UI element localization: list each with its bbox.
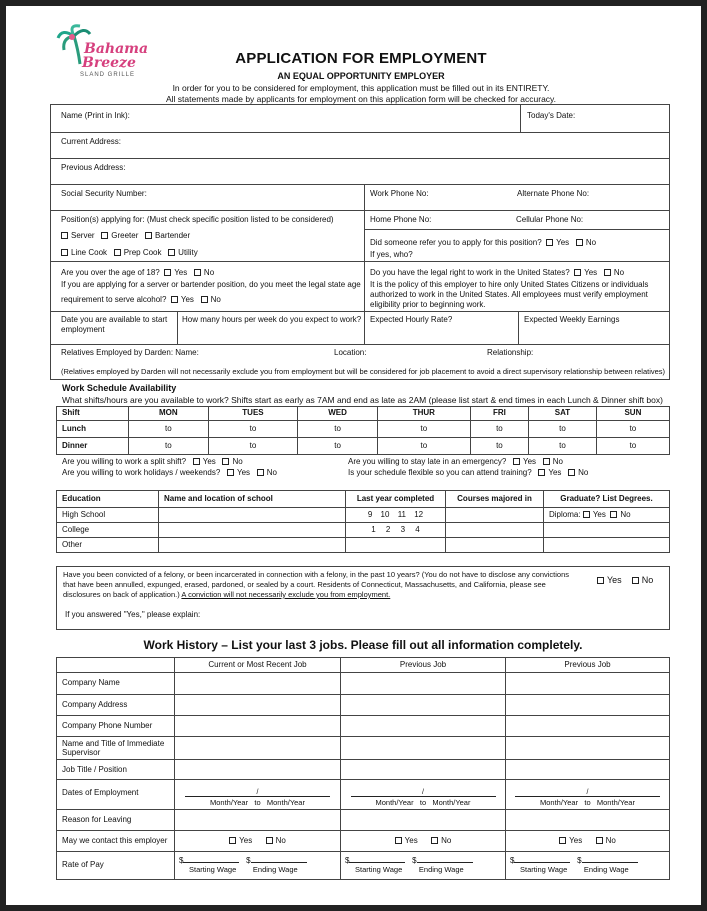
dates-cell[interactable]: / Month/Year to Month/Year xyxy=(341,780,506,810)
blank-header xyxy=(57,658,175,673)
year-option[interactable]: 11 xyxy=(397,510,406,519)
felony-options xyxy=(597,575,653,585)
positions-label: Position(s) applying for: (Must check specific position listed to be considered) xyxy=(61,215,334,224)
legal-yes-checkbox[interactable] xyxy=(574,269,581,276)
personal-info-section xyxy=(50,104,670,380)
server-age-question xyxy=(61,295,221,304)
if-yes-who[interactable]: If yes, who? xyxy=(370,250,413,259)
company-phone-cell[interactable] xyxy=(175,716,341,737)
year-option[interactable]: 4 xyxy=(415,525,420,534)
starting-wage-label: Starting Wage xyxy=(355,865,403,874)
dollar-sign: $ xyxy=(577,856,582,865)
positions-row-2 xyxy=(61,248,198,257)
diploma-cell xyxy=(544,508,670,523)
yes-label: Yes xyxy=(180,295,194,304)
cell-phone-field[interactable]: Cellular Phone No: xyxy=(516,215,584,224)
relatives-relationship-field[interactable]: Relationship: xyxy=(487,348,534,357)
dollar-sign: $ xyxy=(179,856,184,865)
dollar-sign: $ xyxy=(345,856,350,865)
rate-cell[interactable] xyxy=(506,852,670,880)
age-no-checkbox[interactable] xyxy=(194,269,201,276)
dollar-sign: $ xyxy=(510,856,515,865)
legal-question xyxy=(370,268,624,277)
contact-yes-checkbox[interactable] xyxy=(559,837,566,844)
split-shift-question xyxy=(62,457,243,466)
no-label: No xyxy=(232,457,243,466)
work-phone-field[interactable]: Work Phone No: xyxy=(370,189,429,198)
felony-exclusion-note: A conviction will not necessarily exclude you from employment. xyxy=(181,590,391,599)
rate-cell[interactable] xyxy=(341,852,506,880)
company-address-cell[interactable] xyxy=(175,695,341,716)
dates-label: Dates of Employment xyxy=(57,780,175,810)
rate-cell[interactable] xyxy=(175,852,341,880)
company-name-cell[interactable] xyxy=(341,673,506,695)
utility-checkbox[interactable] xyxy=(168,249,175,256)
felony-no-checkbox[interactable] xyxy=(632,577,639,584)
year-option[interactable]: 10 xyxy=(380,510,390,519)
job-title-cell[interactable] xyxy=(341,760,506,780)
college-name-cell[interactable] xyxy=(159,523,346,538)
yes-label: Yes xyxy=(592,510,606,519)
lunch-time-cell[interactable]: to xyxy=(470,421,528,438)
month-year-label: Month/Year xyxy=(432,798,471,807)
positions-row-1 xyxy=(61,231,190,240)
felony-disclosure: disclosures on back of application.) xyxy=(63,590,180,599)
schedule-title: Work Schedule Availability xyxy=(62,383,177,393)
logo-line-3: SLAND GRILLE xyxy=(80,72,136,78)
no-label: No xyxy=(210,295,221,304)
lunch-time-cell[interactable]: to xyxy=(596,421,669,438)
felony-text-3 xyxy=(63,590,390,599)
day-header: FRI xyxy=(470,407,528,421)
greeter-checkbox[interactable] xyxy=(101,232,108,239)
late-question xyxy=(348,457,563,466)
dollar-sign: $ xyxy=(412,856,417,865)
yes-label: Yes xyxy=(522,457,537,466)
yes-label: Yes xyxy=(239,836,253,845)
referred-question xyxy=(370,238,596,247)
dollar-sign: $ xyxy=(246,856,251,865)
contact-yes-checkbox[interactable] xyxy=(395,837,402,844)
server-age-yes-checkbox[interactable] xyxy=(171,296,178,303)
dinner-time-cell[interactable]: to xyxy=(298,438,378,455)
high-school-years[interactable] xyxy=(346,508,446,523)
year-option[interactable]: 1 xyxy=(371,525,376,534)
contact-cell xyxy=(341,831,506,852)
hours-field[interactable]: How many hours per week do you expect to work? xyxy=(182,315,362,324)
month-year-label: Month/Year xyxy=(266,798,305,807)
home-phone-field[interactable]: Home Phone No: xyxy=(370,215,432,224)
flexible-no-checkbox[interactable] xyxy=(568,469,575,476)
year-option[interactable]: 3 xyxy=(400,525,406,534)
supervisor-cell[interactable] xyxy=(341,737,506,760)
schedule-question: What shifts/hours are you available to work? Shifts start as early as 7AM and end as late as 2AM (please list start & end times in each Lunch & Dinner shift box) xyxy=(62,395,663,405)
yes-label: Yes xyxy=(548,468,562,477)
supervisor-cell[interactable] xyxy=(506,737,670,760)
college-label: College xyxy=(57,523,159,538)
no-label: No xyxy=(552,457,563,466)
company-name-label: Company Name xyxy=(57,673,175,695)
day-header: SUN xyxy=(596,407,669,421)
day-header: TUES xyxy=(208,407,298,421)
diploma-label: Diploma: xyxy=(549,510,581,519)
job-title-label: Job Title / Position xyxy=(57,760,175,780)
education-table xyxy=(56,490,670,553)
holidays-no-checkbox[interactable] xyxy=(257,469,264,476)
other-label: Other xyxy=(57,538,159,553)
dinner-time-cell[interactable]: to xyxy=(529,438,597,455)
supervisor-cell[interactable] xyxy=(175,737,341,760)
year-option[interactable]: 9 xyxy=(367,510,373,519)
yes-label: Yes xyxy=(174,268,188,277)
lunch-time-cell[interactable]: to xyxy=(377,421,470,438)
yes-label: Yes xyxy=(584,268,598,277)
dates-cell[interactable]: / Month/Year to Month/Year xyxy=(175,780,341,810)
current-address-field[interactable]: Current Address: xyxy=(61,137,122,146)
education-header: Education xyxy=(57,491,159,508)
high-school-label: High School xyxy=(57,508,159,523)
age-question xyxy=(61,268,214,277)
degree-header: Graduate? List Degrees. xyxy=(544,491,670,508)
company-phone-cell[interactable] xyxy=(341,716,506,737)
year-option[interactable]: 12 xyxy=(414,510,424,519)
starting-wage-label: Starting Wage xyxy=(520,865,568,874)
company-address-label: Company Address xyxy=(57,695,175,716)
weekly-earnings-field[interactable]: Expected Weekly Earnings xyxy=(524,315,620,324)
start-date-field[interactable]: Date you are available to start employment xyxy=(61,315,168,334)
intro-line-1: In order for you to be considered for employment, this application must be filled out in its ENTIRETY. xyxy=(172,83,550,93)
previous-address-field[interactable]: Previous Address: xyxy=(61,163,126,172)
reason-cell[interactable] xyxy=(341,810,506,831)
split-shift-label: Are you willing to work a split shift? xyxy=(62,457,187,466)
ending-wage-label: Ending Wage xyxy=(583,865,629,874)
no-label: No xyxy=(585,238,597,247)
company-name-cell[interactable] xyxy=(506,673,670,695)
policy-text: It is the policy of this employer to hire only United States Citizens or individuals authorized to work in the United States. All employees must verify employment eligibility prior to beginning work. xyxy=(370,280,649,309)
ending-wage-label: Ending Wage xyxy=(418,865,464,874)
utility-label: Utility xyxy=(178,248,198,257)
lunch-row-label: Lunch xyxy=(57,421,129,438)
day-header: WED xyxy=(298,407,378,421)
month-year-label: Month/Year xyxy=(210,798,249,807)
logo-line-2: Breeze xyxy=(82,55,136,71)
month-year-label: Month/Year xyxy=(540,798,579,807)
holidays-label: Are you willing to work holidays / weekends? xyxy=(62,468,221,477)
page-subtitle: AN EQUAL OPPORTUNITY EMPLOYER xyxy=(277,71,445,81)
relatives-note: (Relatives employed by Darden will not necessarily exclude you from employment but will be considered for job placement to avoid a direct supervisory relationship between relatives) xyxy=(61,367,666,376)
legal-label: Do you have the legal right to work in the United States? xyxy=(370,268,570,277)
felony-text-1: Have you been convicted of a felony, or been incarcerated in connection with a felony, in the past 10 years? (You do not have to disclose any convictions xyxy=(63,570,570,579)
month-year-label: Month/Year xyxy=(375,798,414,807)
other-name-cell[interactable] xyxy=(159,538,346,553)
day-header: THUR xyxy=(377,407,470,421)
schedule-table xyxy=(56,406,670,455)
yes-label: Yes xyxy=(202,457,216,466)
dinner-row-label: Dinner xyxy=(57,438,129,455)
contact-no-checkbox[interactable] xyxy=(596,837,603,844)
school-header: Name and location of school xyxy=(159,491,346,508)
line-cook-checkbox[interactable] xyxy=(61,249,68,256)
lunch-time-cell[interactable]: to xyxy=(129,421,209,438)
server-checkbox[interactable] xyxy=(61,232,68,239)
to-label: to xyxy=(584,798,591,807)
flexible-label: Is your schedule flexible so you can attend training? xyxy=(348,468,532,477)
reason-label: Reason for Leaving xyxy=(57,810,175,831)
holidays-question xyxy=(62,468,277,477)
year-option[interactable]: 2 xyxy=(385,525,391,534)
contact-yes-checkbox[interactable] xyxy=(229,837,236,844)
no-label: No xyxy=(441,836,452,845)
company-phone-cell[interactable] xyxy=(506,716,670,737)
hourly-rate-field[interactable]: Expected Hourly Rate? xyxy=(370,315,453,324)
college-courses-cell[interactable] xyxy=(446,523,544,538)
other-degree-cell[interactable] xyxy=(544,538,670,553)
contact-no-checkbox[interactable] xyxy=(431,837,438,844)
yes-label: Yes xyxy=(236,468,251,477)
age-yes-checkbox[interactable] xyxy=(164,269,171,276)
split-yes-checkbox[interactable] xyxy=(193,458,200,465)
job-title-cell[interactable] xyxy=(506,760,670,780)
server-label: Server xyxy=(71,231,95,240)
year-header: Last year completed xyxy=(346,491,446,508)
college-degree-cell[interactable] xyxy=(544,523,670,538)
relatives-name-field[interactable]: Relatives Employed by Darden: Name: xyxy=(61,348,199,357)
split-no-checkbox[interactable] xyxy=(222,458,229,465)
flexible-yes-checkbox[interactable] xyxy=(538,469,545,476)
no-label: No xyxy=(620,510,631,519)
company-name-cell[interactable] xyxy=(175,673,341,695)
company-phone-label: Company Phone Number xyxy=(57,716,175,737)
ssn-field[interactable]: Social Security Number: xyxy=(61,189,147,198)
college-years[interactable] xyxy=(346,523,446,538)
no-label: No xyxy=(275,836,286,845)
dinner-time-cell[interactable]: to xyxy=(129,438,209,455)
late-yes-checkbox[interactable] xyxy=(513,458,520,465)
day-header: SAT xyxy=(529,407,597,421)
no-label: No xyxy=(613,268,625,277)
flexible-question xyxy=(348,468,588,477)
server-age-line-1: If you are applying for a server or bartender position, do you meet the legal state age xyxy=(61,280,361,289)
bahama-breeze-logo xyxy=(56,24,166,86)
holidays-yes-checkbox[interactable] xyxy=(227,469,234,476)
previous-job-header: Previous Job xyxy=(341,658,506,673)
contact-cell xyxy=(175,831,341,852)
greeter-label: Greeter xyxy=(111,231,139,240)
company-address-cell[interactable] xyxy=(341,695,506,716)
dinner-time-cell[interactable]: to xyxy=(208,438,298,455)
diploma-no-checkbox[interactable] xyxy=(610,511,617,518)
relatives-location-field[interactable]: Location: xyxy=(334,348,367,357)
work-history-table xyxy=(56,657,670,880)
lunch-time-cell[interactable]: to xyxy=(208,421,298,438)
late-no-checkbox[interactable] xyxy=(543,458,550,465)
logo-line-1: Bahama xyxy=(84,41,149,57)
shift-header: Shift xyxy=(57,407,129,421)
day-header: MON xyxy=(129,407,209,421)
starting-wage-label: Starting Wage xyxy=(189,865,237,874)
previous-job-header: Previous Job xyxy=(506,658,670,673)
bartender-label: Bartender xyxy=(155,231,191,240)
contact-cell xyxy=(506,831,670,852)
referred-no-checkbox[interactable] xyxy=(576,239,583,246)
dates-cell[interactable]: / Month/Year to Month/Year xyxy=(506,780,670,810)
courses-header: Courses majored in xyxy=(446,491,544,508)
bartender-checkbox[interactable] xyxy=(145,232,152,239)
contact-label: May we contact this employer xyxy=(57,831,175,852)
company-address-cell[interactable] xyxy=(506,695,670,716)
other-courses-cell[interactable] xyxy=(446,538,544,553)
no-label: No xyxy=(266,468,277,477)
felony-section xyxy=(56,566,670,630)
lunch-time-cell[interactable]: to xyxy=(298,421,378,438)
ending-wage-label: Ending Wage xyxy=(252,865,298,874)
dinner-time-cell[interactable]: to xyxy=(470,438,528,455)
name-field[interactable]: Name (Print in Ink): xyxy=(61,111,130,120)
no-label: No xyxy=(605,836,616,845)
current-job-header: Current or Most Recent Job xyxy=(175,658,341,673)
contact-no-checkbox[interactable] xyxy=(266,837,273,844)
high-school-courses-cell[interactable] xyxy=(446,508,544,523)
to-label: to xyxy=(419,798,427,807)
dinner-time-cell[interactable]: to xyxy=(377,438,470,455)
reason-cell[interactable] xyxy=(506,810,670,831)
felony-text-2: that have been annulled, expunged, erased, pardoned, or sealed by a court. Residents of Connecticut, Massachusetts, and California, please see xyxy=(63,580,546,589)
lunch-time-cell[interactable]: to xyxy=(529,421,597,438)
month-year-label: Month/Year xyxy=(596,798,635,807)
alt-phone-field[interactable]: Alternate Phone No: xyxy=(517,189,590,198)
diploma-yes-checkbox[interactable] xyxy=(583,511,590,518)
no-label: No xyxy=(203,268,215,277)
no-label: No xyxy=(641,575,654,585)
referred-label: Did someone refer you to apply for this position? xyxy=(370,238,542,247)
referred-yes-checkbox[interactable] xyxy=(546,239,553,246)
yes-label: Yes xyxy=(404,836,418,845)
felony-explain-field[interactable]: If you answered "Yes," please explain: xyxy=(65,610,201,619)
yes-label: Yes xyxy=(607,575,622,585)
line-cook-label: Line Cook xyxy=(71,248,108,257)
to-label: to xyxy=(254,798,261,807)
page-title: APPLICATION FOR EMPLOYMENT xyxy=(235,50,487,67)
dinner-time-cell[interactable]: to xyxy=(596,438,669,455)
server-age-label: requirement to serve alcohol? xyxy=(61,295,167,304)
todays-date-field[interactable]: Today's Date: xyxy=(527,111,576,120)
felony-yes-checkbox[interactable] xyxy=(597,577,604,584)
job-title-cell[interactable] xyxy=(175,760,341,780)
work-history-title: Work History – List your last 3 jobs. Please fill out all information completely. xyxy=(143,638,583,652)
intro-line-2: All statements made by applicants for employment on this application form will be checked for accuracy. xyxy=(165,94,557,104)
server-age-no-checkbox[interactable] xyxy=(201,296,208,303)
no-label: No xyxy=(578,468,589,477)
reason-cell[interactable] xyxy=(175,810,341,831)
yes-label: Yes xyxy=(556,238,570,247)
rate-label: Rate of Pay xyxy=(57,852,175,880)
age-label: Are you over the age of 18? xyxy=(61,268,160,277)
prep-cook-label: Prep Cook xyxy=(123,248,162,257)
supervisor-label: Name and Title of Immediate Supervisor xyxy=(57,737,175,760)
legal-no-checkbox[interactable] xyxy=(604,269,611,276)
high-school-name-cell[interactable] xyxy=(159,508,346,523)
prep-cook-checkbox[interactable] xyxy=(114,249,121,256)
other-year-cell[interactable] xyxy=(346,538,446,553)
late-label: Are you willing to stay late in an emergency? xyxy=(348,457,507,466)
yes-label: Yes xyxy=(569,836,583,845)
